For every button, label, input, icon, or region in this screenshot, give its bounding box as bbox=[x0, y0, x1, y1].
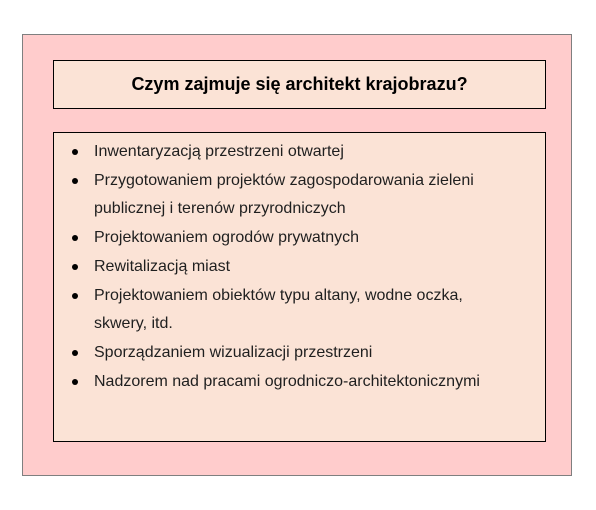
infographic-panel bbox=[22, 34, 572, 476]
list-item-text: Rewitalizacją miast bbox=[94, 258, 231, 275]
list-box bbox=[53, 132, 546, 442]
list-item bbox=[54, 282, 545, 338]
list-item bbox=[54, 339, 545, 367]
list-item-text: Sporządzaniem wizualizacji przestrzeni bbox=[94, 344, 373, 361]
bullet-icon bbox=[72, 235, 78, 241]
title-box bbox=[53, 60, 546, 109]
list-item-text: Projektowaniem obiektów typu altany, wodne oczka, skwery, itd. bbox=[94, 287, 463, 332]
list-item-text: Projektowaniem ogrodów prywatnych bbox=[94, 229, 360, 246]
bullet-list bbox=[54, 133, 545, 396]
bullet-icon bbox=[72, 264, 78, 270]
bullet-icon bbox=[72, 149, 78, 155]
list-item bbox=[54, 224, 545, 252]
bullet-icon bbox=[72, 178, 78, 184]
list-item bbox=[54, 253, 545, 281]
list-item bbox=[54, 138, 545, 166]
bullet-icon bbox=[72, 350, 78, 356]
list-item bbox=[54, 167, 545, 223]
bullet-icon bbox=[72, 379, 78, 385]
list-item-text: Przygotowaniem projektów zagospodarowania zieleni publicznej i terenów przyrodniczych bbox=[94, 172, 474, 217]
bullet-icon bbox=[72, 293, 78, 299]
list-item-text: Nadzorem nad pracami ogrodniczo-architektonicznymi bbox=[94, 373, 480, 390]
list-item-text: Inwentaryzacją przestrzeni otwartej bbox=[94, 143, 344, 160]
page-title: Czym zajmuje się architekt krajobrazu? bbox=[131, 74, 468, 94]
list-item bbox=[54, 368, 545, 396]
